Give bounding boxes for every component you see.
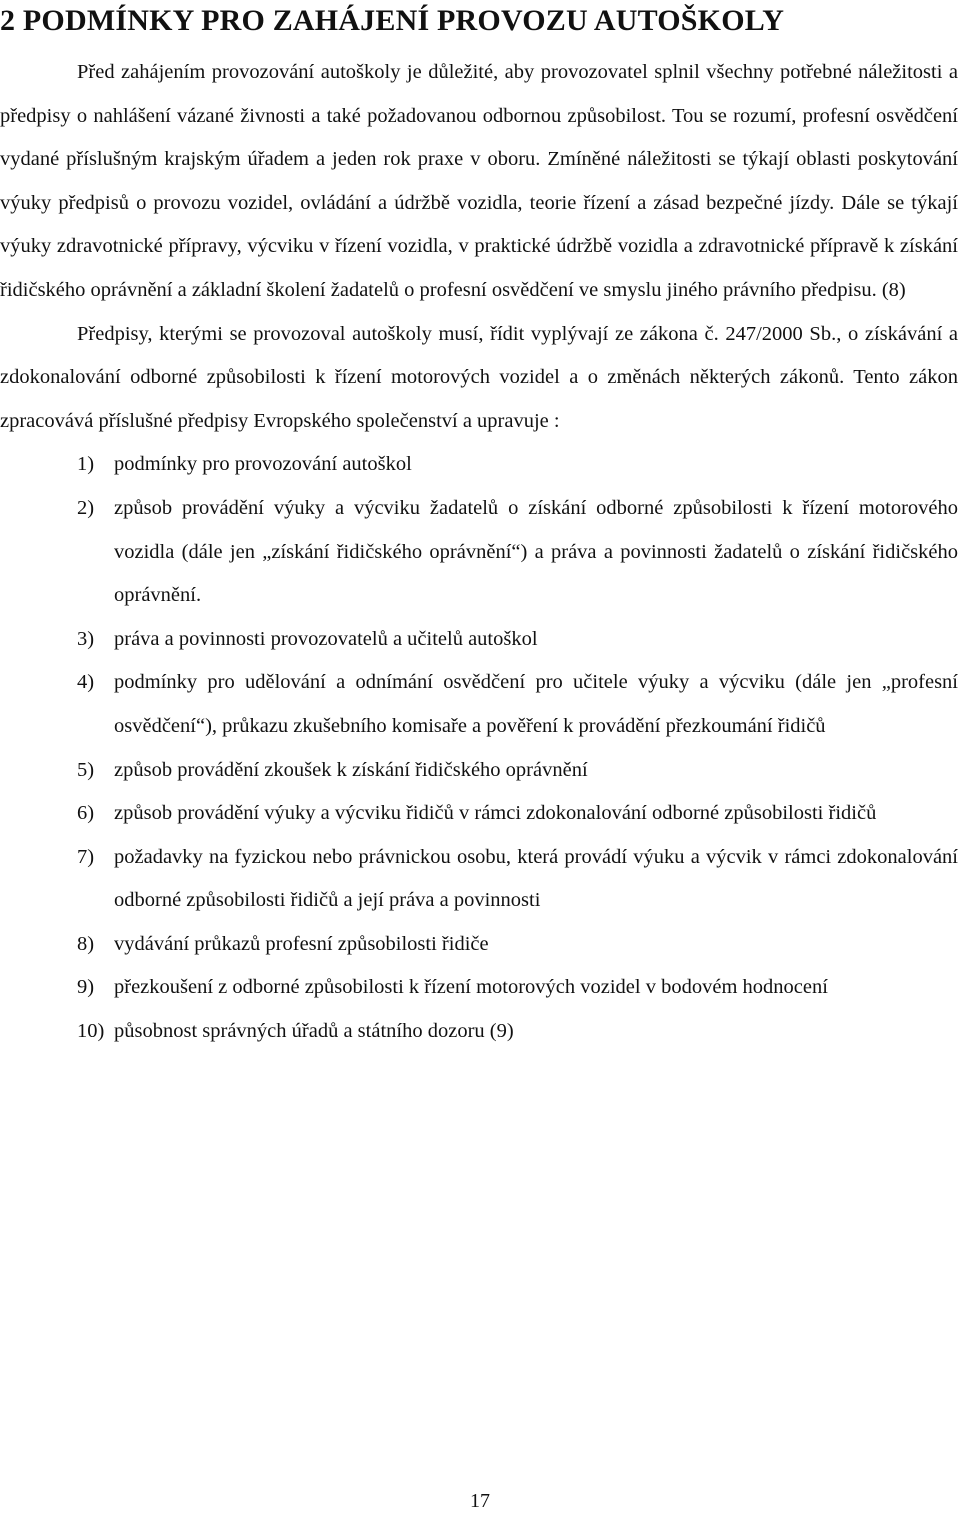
list-item (0, 836, 958, 923)
body-text (0, 51, 958, 1054)
list-item-text: přezkoušení z odborné způsobilosti k řízení motorových vozidel v bodovém hodnocení (114, 976, 828, 999)
list-item-number: 7) (77, 845, 95, 868)
list-item-text: působnost správných úřadů a státního dozoru (9) (114, 1020, 514, 1043)
list-item-text: vydávání průkazů profesní způsobilosti řidiče (114, 932, 489, 955)
paragraph-law: Předpisy, kterými se provozoval autoškoly musí, řídit vyplývají ze zákona č. 247/2000 Sb., o získávání a zdokonalování odborné způsobilosti k řízení motorových vozidel a o změnách některých zákonů. Tento zákon zpracovává příslušné předpisy Evropského společenství a upravuje : (0, 322, 958, 432)
list-item-number: 2) (77, 496, 95, 519)
paragraph-intro: Před zahájením provozování autoškoly je důležité, aby provozovatel splnil všechny potřebné náležitosti a předpisy o nahlášení vázané živnosti a také požadovanou odbornou způsobilost. Tou se rozumí, profesní osvědčení vydané příslušným krajským úřadem a jeden rok praxe v oboru. Zmíněné náležitosti se týkají oblasti poskytování výuky předpisů o provozu vozidel, ovládání a údržbě vozidla, teorie řízení a zásad bezpečné jízdy. Dále se týkají výuky zdravotnické přípravy, výcviku v řízení vozidla, v praktické údržbě vozidla a zdravotnické přípravě k získání řidičského oprávnění a základní školení žadatelů o profesní osvědčení ve smyslu jiného právního předpisu. (8) (0, 61, 958, 301)
list-item-number: 5) (77, 758, 95, 781)
list-item-number: 6) (77, 802, 95, 825)
list-item-text: způsob provádění výuky a výcviku žadatelů o získání odborné způsobilosti k řízení motorového vozidla (dále jen „získání řidičského oprávnění“) a práva a povinnosti žadatelů o získání řidičského oprávnění. (114, 496, 958, 607)
list-item-number: 1) (77, 453, 95, 476)
list-item-number: 9) (77, 976, 95, 999)
regulation-list (0, 443, 958, 1053)
list-item (0, 1010, 958, 1054)
list-item (0, 966, 958, 1010)
list-item (0, 792, 958, 836)
list-item (0, 618, 958, 662)
list-item (0, 661, 958, 748)
list-item-number: 4) (77, 671, 95, 694)
list-item-text: práva a povinnosti provozovatelů a učitelů autoškol (114, 627, 538, 650)
list-item-text: způsob provádění zkoušek k získání řidičského oprávnění (114, 758, 588, 781)
list-item-text: podmínky pro udělování a odnímání osvědčení pro učitele výuky a výcviku (dále jen „profesní osvědčení“), průkazu zkušebního komisaře a pověření k provádění přezkoumání řidičů (114, 671, 958, 737)
chapter-heading: 2 PODMÍNKY PRO ZAHÁJENÍ PROVOZU AUTOŠKOLY (0, 4, 785, 37)
list-item (0, 749, 958, 793)
list-item-number: 3) (77, 627, 95, 650)
list-item-number: 8) (77, 932, 95, 955)
page-number: 17 (470, 1490, 490, 1512)
list-item (0, 923, 958, 967)
list-item-number: 10) (77, 1020, 105, 1043)
list-item-text: požadavky na fyzickou nebo právnickou osobu, která provádí výuku a výcvik v rámci zdokonalování odborné způsobilosti řidičů a její práva a povinnosti (114, 845, 958, 912)
list-item (0, 443, 958, 487)
list-item-text: způsob provádění výuky a výcviku řidičů v rámci zdokonalování odborné způsobilosti řidičů (114, 802, 877, 825)
list-item (0, 487, 958, 618)
list-item-text: podmínky pro provozování autoškol (114, 453, 412, 476)
